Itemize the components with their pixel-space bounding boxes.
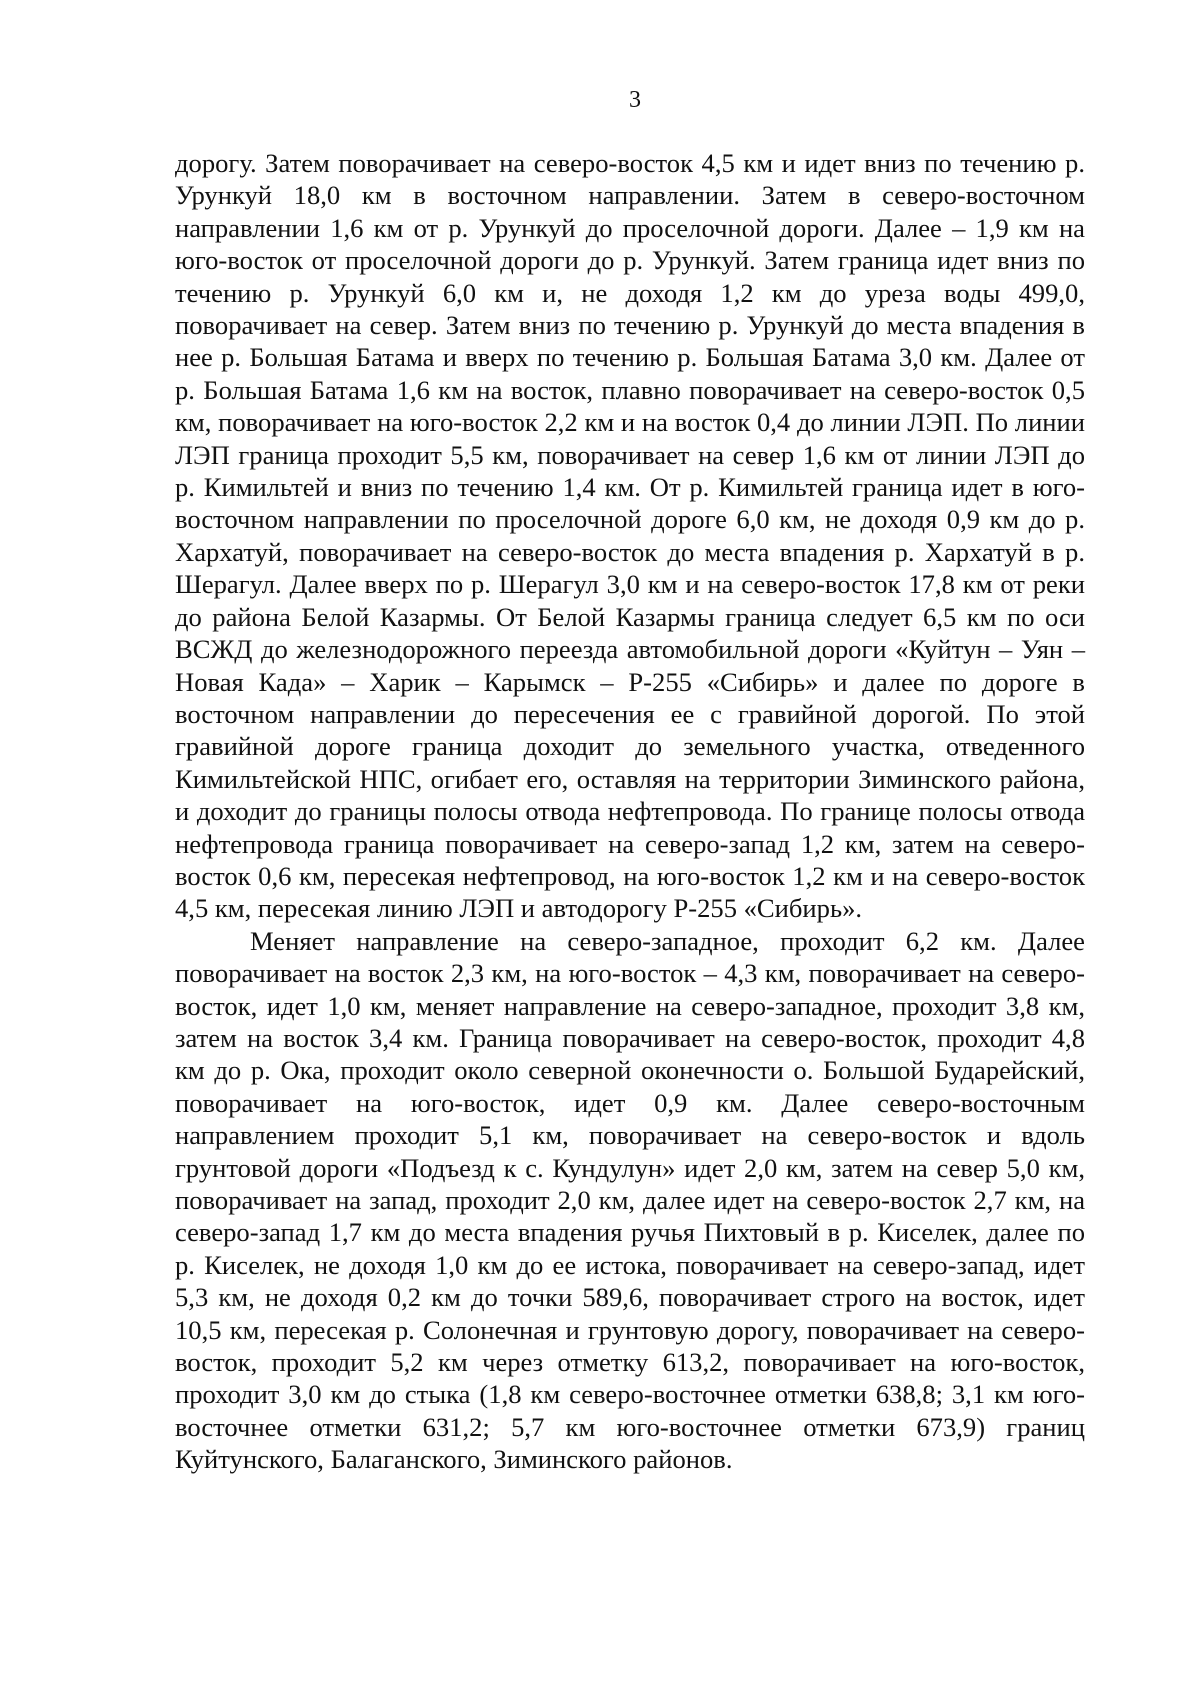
page-number: 3	[629, 87, 641, 113]
paragraph-boundary-description: Меняет направление на северо-западное, проходит 6,2 км. Далее поворачивает на восток 2,3 км, на юго-восток – 4,3 км, поворачивает на северо-восток, идет 1,0 км, меняет направление на северо-западное, проходит 3,8 км, затем на восток 3,4 км. Граница поворачивает на северо-восток, проходит 4,8 км до р. Ока, проходит около северной оконечности о. Большой Бударейский, поворачивает на юго-восток, идет 0,9 км. Далее северо-восточным направлением проходит 5,1 км, поворачивает на северо-восток и вдоль грунтовой дороги «Подъезд к с. Кундулун» идет 2,0 км, затем на север 5,0 км, поворачивает на запад, проходит 2,0 км, далее идет на северо-восток 2,7 км, на северо-запад 1,7 км до места впадения ручья Пихтовый в р. Киселек, далее по р. Киселек, не доходя 1,0 км до ее истока, поворачивает на северо-запад, идет 5,3 км, не доходя 0,2 км до точки 589,6, поворачивает строго на восток, идет 10,5 км, пересекая р. Солонечная и грунтовую дорогу, поворачивает на северо-восток, проходит 5,2 км через отметку 613,2, поворачивает на юго-восток, проходит 3,0 км до стыка (1,8 км северо-восточнее отметки 638,8; 3,1 км юго-восточнее отметки 631,2; 5,7 км юго-восточнее отметки 673,9) границ Куйтунского, Балаганского, Зиминского районов.	[175, 925, 1085, 1475]
paragraph-continuation: дорогу. Затем поворачивает на северо-восток 4,5 км и идет вниз по течению р. Урункуй 18,0 км в восточном направлении. Затем в северо-восточном направлении 1,6 км от р. Урункуй до проселочной дороги. Далее – 1,9 км на юго-восток от проселочной дороги до р. Урункуй. Затем граница идет вниз по течению р. Урункуй 6,0 км и, не доходя 1,2 км до уреза воды 499,0, поворачивает на север. Затем вниз по течению р. Урункуй до места впадения в нее р. Большая Батама и вверх по течению р. Большая Батама 3,0 км. Далее от р. Большая Батама 1,6 км на восток, плавно поворачивает на северо-восток 0,5 км, поворачивает на юго-восток 2,2 км и на восток 0,4 до линии ЛЭП. По линии ЛЭП граница проходит 5,5 км, поворачивает на север 1,6 км от линии ЛЭП до р. Кимильтей и вниз по течению 1,4 км. От р. Кимильтей граница идет в юго-восточном направлении по проселочной дороге 6,0 км, не доходя 0,9 км до р. Хархатуй, поворачивает на северо-восток до места впадения р. Хархатуй в р. Шерагул. Далее вверх по р. Шерагул 3,0 км и на северо-восток 17,8 км от реки до района Белой Казармы. От Белой Казармы граница следует 6,5 км по оси ВСЖД до железнодорожного переезда автомобильной дороги «Куйтун – Уян – Новая Када» – Харик – Карымск – Р-255 «Сибирь» и далее по дороге в восточном направлении до пересечения ее с гравийной дорогой. По этой гравийной дороге граница доходит до земельного участка, отведенного Кимильтейской НПС, огибает его, оставляя на территории Зиминского района, и доходит до границы полосы отвода нефтепровода. По границе полосы отвода нефтепровода граница поворачивает на северо-запад 1,2 км, затем на северо-восток 0,6 км, пересекая нефтепровод, на юго-восток 1,2 км и на северо-восток 4,5 км, пересекая линию ЛЭП и автодорогу Р-255 «Сибирь».	[175, 148, 1085, 924]
document-body	[175, 147, 1085, 1476]
